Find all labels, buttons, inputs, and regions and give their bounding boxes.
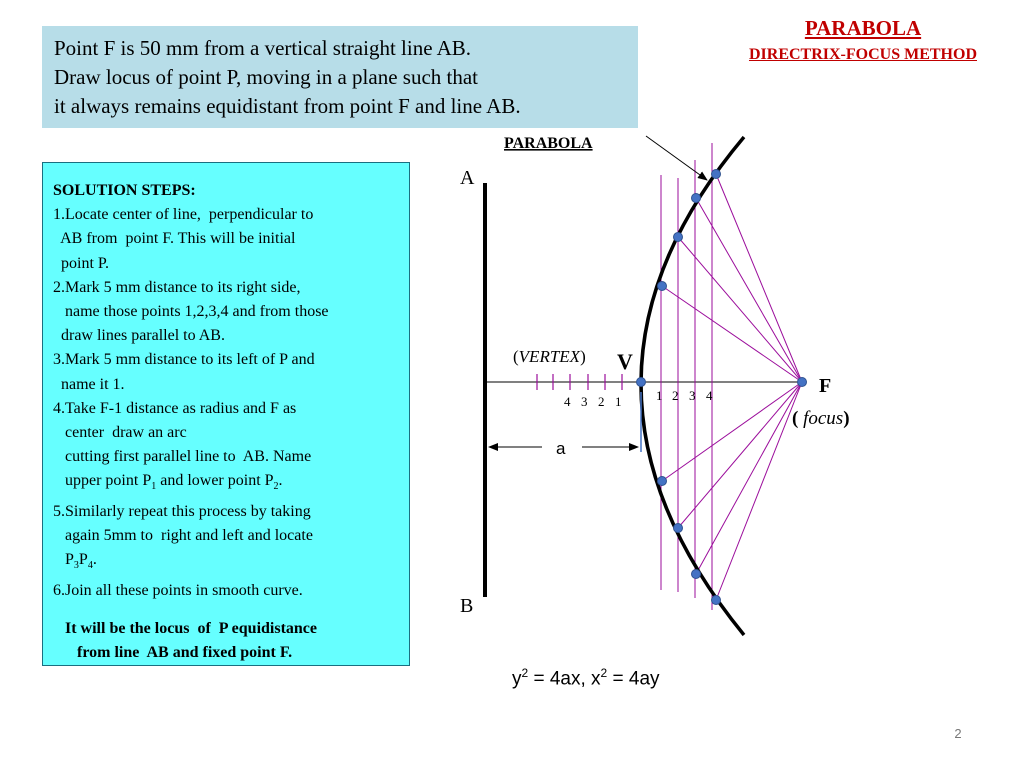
- parabola-pointer-arrow: [646, 136, 707, 180]
- focus-point: [798, 378, 807, 387]
- problem-line-1: Point F is 50 mm from a vertical straight line AB.: [54, 36, 472, 60]
- focus-paren: (: [792, 408, 804, 429]
- subscript: 3: [73, 560, 79, 572]
- subscript: 4: [87, 560, 93, 572]
- point-b-label: B: [460, 595, 474, 617]
- locus-point: [712, 170, 721, 179]
- locus-point: [658, 282, 667, 291]
- vertex-point: [637, 378, 646, 387]
- slide-title: PARABOLA: [804, 16, 922, 40]
- radius-lines: [662, 174, 802, 600]
- subscript: 1: [151, 481, 157, 493]
- locus-point: [674, 524, 683, 533]
- focus-paren: ): [843, 408, 850, 429]
- eq-y: y: [512, 668, 522, 690]
- focus-label: [792, 408, 850, 429]
- parabola-equation: [512, 666, 660, 690]
- step-line: draw lines parallel to AB.: [53, 327, 225, 345]
- slide-subtitle: DIRECTRIX-FOCUS METHOD: [748, 46, 977, 63]
- v-label: V: [617, 349, 633, 374]
- conclusion-line: It will be the locus of P equidistance: [53, 619, 318, 637]
- locus-point: [692, 570, 701, 579]
- eq-exponent: 2: [521, 666, 529, 680]
- radius-line: [716, 382, 802, 600]
- step-text: .: [92, 551, 97, 569]
- step-line: AB from point F. This will be initial: [53, 230, 296, 248]
- step-text: and lower point P: [156, 472, 274, 490]
- step-line: again 5mm to right and left and locate: [53, 527, 313, 545]
- step-line: 4.Take F-1 distance as radius and F as: [53, 399, 297, 417]
- vertex-label: [513, 347, 586, 366]
- step-line: 1.Locate center of line, perpendicular to: [53, 206, 314, 224]
- locus-point: [658, 477, 667, 486]
- vertex-paren: (: [513, 347, 519, 366]
- tick-label: 1: [656, 388, 663, 403]
- problem-line-3: it always remains equidistant from point F and line AB.: [54, 94, 521, 118]
- radius-line: [716, 174, 802, 382]
- focus-word: focus: [803, 408, 844, 429]
- step-line: name those points 1,2,3,4 and from those: [53, 303, 329, 321]
- locus-points: [637, 170, 807, 605]
- problem-line-2: Draw locus of point P, moving in a plane such that: [54, 65, 479, 89]
- conclusion-line: from line AB and fixed point F.: [53, 644, 293, 662]
- tick-label: 1: [615, 394, 622, 409]
- step-line: point P.: [53, 254, 110, 272]
- point-a-label: A: [460, 167, 475, 189]
- locus-point: [712, 596, 721, 605]
- tick-label: 2: [598, 394, 605, 409]
- parabola-curve: [641, 137, 744, 635]
- f-label: F: [819, 375, 832, 397]
- step-line: 2.Mark 5 mm distance to its right side,: [53, 278, 301, 296]
- step-line: center draw an arc: [53, 424, 187, 442]
- radius-line: [678, 382, 802, 528]
- eq-part: = 4ay: [607, 668, 660, 690]
- locus-point: [674, 233, 683, 242]
- step-text: upper point P: [53, 472, 152, 490]
- steps-heading: SOLUTION STEPS:: [53, 182, 196, 199]
- eq-exponent: 2: [600, 666, 608, 680]
- right-tick-labels: [656, 388, 713, 403]
- parabola-label: PARABOLA: [504, 135, 593, 152]
- step-line: cutting first parallel line to AB. Name: [53, 448, 312, 466]
- step-text: P: [53, 551, 74, 569]
- tick-label: 2: [672, 388, 679, 403]
- step-line: 5.Similarly repeat this process by taking: [53, 502, 311, 520]
- radius-line: [662, 382, 802, 481]
- step-line: name it 1.: [53, 375, 125, 393]
- left-tick-labels: [564, 394, 622, 409]
- tick-label: 3: [581, 394, 588, 409]
- tick-label: 4: [706, 388, 713, 403]
- step-line: 6.Join all these points in smooth curve.: [53, 581, 303, 599]
- vertex-word: VERTEX: [518, 347, 581, 366]
- tick-label: 3: [689, 388, 696, 403]
- locus-point: [692, 194, 701, 203]
- step-text: P: [78, 551, 88, 569]
- step-line: 3.Mark 5 mm distance to its left of P and: [53, 351, 315, 369]
- step-text: .: [278, 472, 283, 490]
- page-number: 2: [954, 726, 962, 741]
- vertex-paren: ): [580, 347, 586, 366]
- subscript: 2: [273, 481, 279, 493]
- eq-part: = 4ax, x: [528, 668, 601, 690]
- distance-label: a: [556, 439, 566, 458]
- tick-label: 4: [564, 394, 571, 409]
